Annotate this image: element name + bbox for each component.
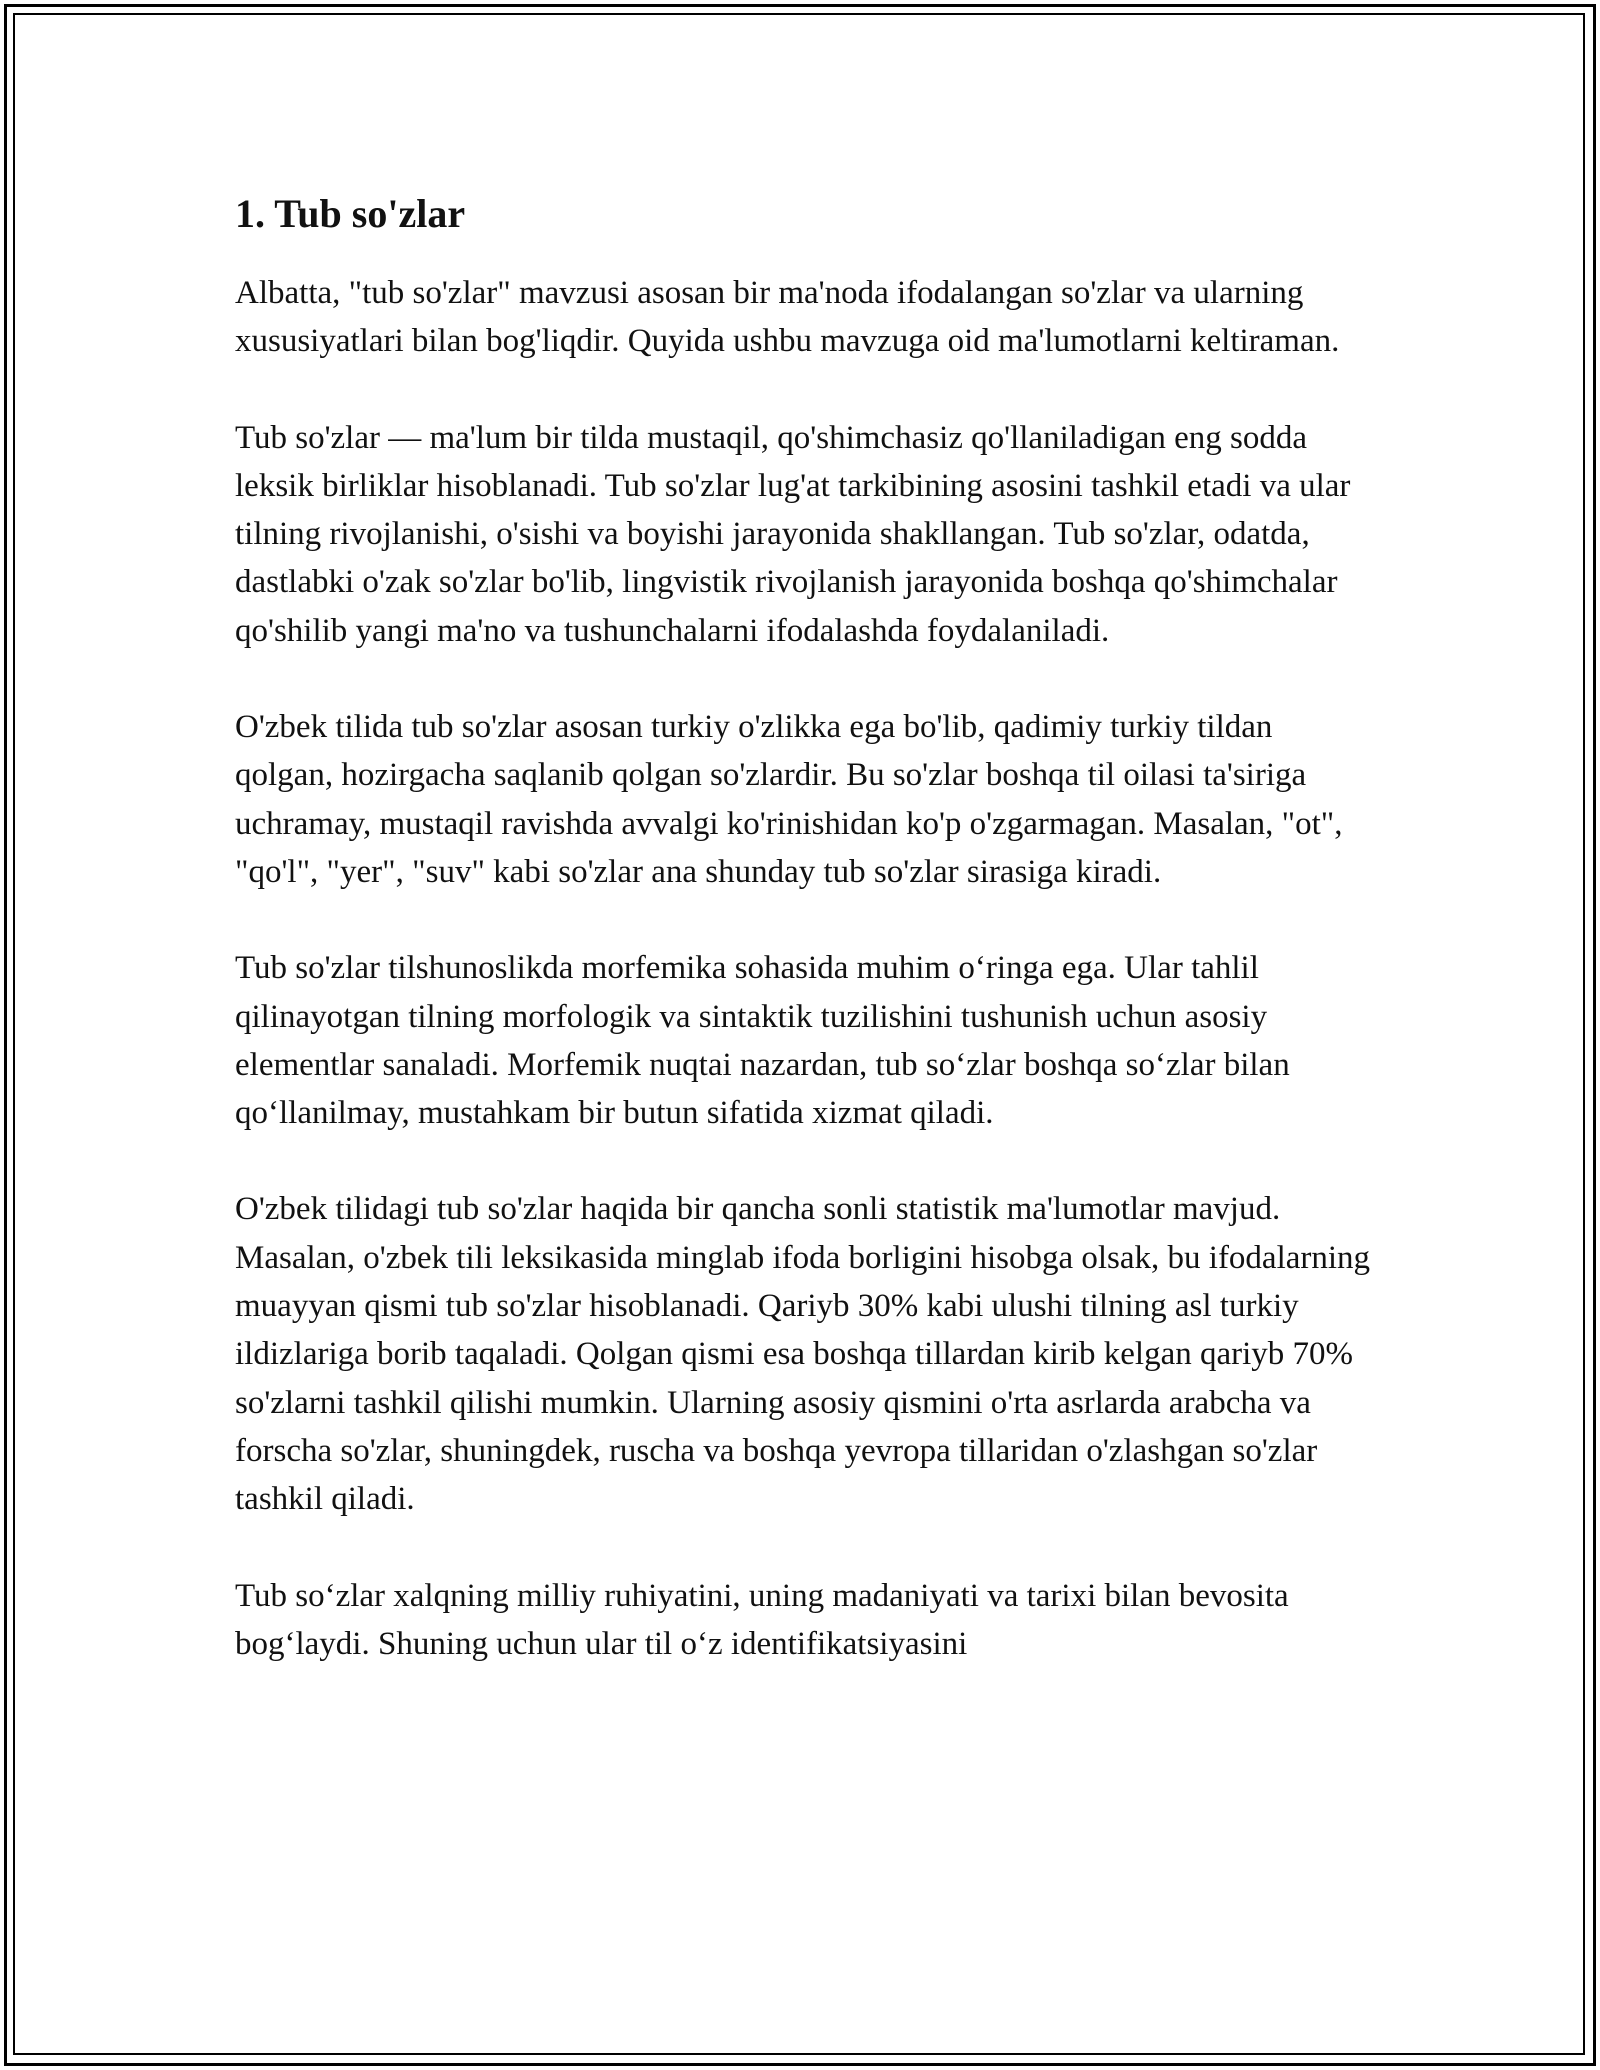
paragraph-morphemics: Tub so'zlar tilshunoslikda morfemika sohasida muhim o‘ringa ega. Ular tahlil qilinayotgan tilning morfologik va sintaktik tuzilishini tushunish uchun asosiy elementlar sanaladi. Morfemik nuqtai nazardan, tub so‘zlar boshqa so‘zlar bilan qo‘llanilmay, mustahkam bir butun sifatida xizmat qiladi. bbox=[235, 950, 1290, 1132]
paragraph-origin: O'zbek tilida tub so'zlar asosan turkiy o'zlikka ega bo'lib, qadimiy turkiy tildan qolgan, hozirgacha saqlanib qolgan so'zlardir. Bu so'zlar boshqa til oilasi ta'siriga uchramay, mustaqil ravishda avvalgi ko'rinishidan ko'p o'zgarmagan. Masalan, "ot", "qo'l", "yer", "suv" kabi so'zlar ana shunday tub so'zlar sirasiga kiradi. bbox=[235, 709, 1343, 890]
paragraph-definition: Tub so'zlar — ma'lum bir tilda mustaqil, qo'shimchasiz qo'llaniladigan eng sodda leksik birliklar hisoblanadi. Tub so'zlar lug'at tarkibining asosini tashkil etadi va ular tilning rivojlanishi, o'sishi va boyishi jarayonida shakllangan. Tub so'zlar, odatda, dastlabki o'zak so'zlar bo'lib, lingvistik rivojlanish jarayonida boshqa qo'shimchalar qo'shilib yangi ma'no va tushunchalarni ifodalashda foydalaniladi. bbox=[235, 419, 1351, 649]
paragraph-intro: Albatta, "tub so'zlar" mavzusi asosan bir ma'noda ifodalangan so'zlar va ularning xususiyatlari bilan bog'liqdir. Quyida ushbu mavzuga oid ma'lumotlarni keltiraman. bbox=[235, 275, 1340, 360]
document-body bbox=[235, 185, 1375, 1716]
paragraph-statistics: O'zbek tilidagi tub so'zlar haqida bir qancha sonli statistik ma'lumotlar mavjud. Masalan, o'zbek tili leksikasida minglab ifoda borligini hisobga olsak, bu ifodalarning muayyan qismi tub so'zlar hisoblanadi. Qariyb 30% kabi ulushi tilning asl turkiy ildizlariga borib taqaladi. Qolgan qismi esa boshqa tillardan kirib kelgan qariyb 70% so'zlarni tashkil qilishi mumkin. Ularning asosiy qismini o'rta asrlarda arabcha va forscha so'zlar, shuningdek, ruscha va boshqa yevropa tillaridan o'zlashgan so'zlar tashkil qiladi. bbox=[235, 1191, 1371, 1518]
paragraph-national-identity: Tub so‘zlar xalqning milliy ruhiyatini, uning madaniyati va tarixi bilan bevosita bog‘laydi. Shuning uchun ular til o‘z identifikatsiyasini bbox=[235, 1577, 1289, 1662]
section-heading: 1. Tub so'zlar bbox=[235, 191, 466, 236]
